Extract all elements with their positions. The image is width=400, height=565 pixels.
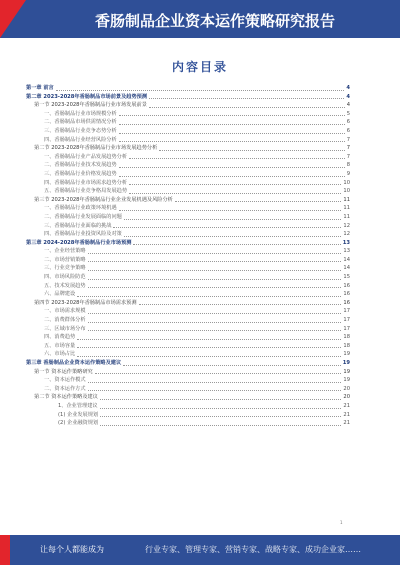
page-number: 1 <box>340 520 343 525</box>
toc-entry-label: 二、香肠制品行业发展面临的问题 <box>44 213 122 220</box>
table-of-contents <box>26 84 350 428</box>
toc-entry-page: 19 <box>343 377 350 384</box>
toc-entry-page: 4 <box>346 102 350 109</box>
footer-red-accent <box>0 535 10 565</box>
toc-entry-page: 11 <box>343 196 350 203</box>
toc-entry[interactable] <box>26 393 350 402</box>
toc-entry-label: 第二章 2023-2028年香肠制品市场前景及趋势预测 <box>26 93 148 100</box>
toc-entry-page: 16 <box>343 282 350 289</box>
toc-entry[interactable] <box>26 307 350 316</box>
toc-entry-page: 11 <box>343 213 350 220</box>
toc-entry[interactable] <box>26 273 350 282</box>
toc-leader-dots <box>88 312 342 314</box>
toc-entry-label: 二、消费群体分析 <box>44 317 86 324</box>
toc-entry[interactable] <box>26 239 350 248</box>
toc-entry[interactable] <box>26 222 350 231</box>
toc-leader-dots <box>88 321 342 323</box>
toc-leader-dots <box>119 132 345 134</box>
toc-leader-dots <box>88 269 342 271</box>
toc-entry-label: 第三章 2024-2028年香肠制品行业市场预测 <box>26 239 132 246</box>
toc-leader-dots <box>88 278 342 280</box>
toc-leader-dots <box>149 106 345 108</box>
toc-entry[interactable] <box>26 230 350 239</box>
toc-entry[interactable] <box>26 213 350 222</box>
toc-entry-label: 三、香肠制品行业价格发展趋势 <box>44 170 117 177</box>
toc-leader-dots <box>56 89 345 91</box>
header-red-accent <box>0 0 26 38</box>
toc-entry-page: 20 <box>343 394 350 401</box>
toc-entry-page: 4 <box>346 85 350 91</box>
toc-leader-dots <box>88 389 342 391</box>
toc-entry[interactable] <box>26 256 350 265</box>
toc-entry-page: 5 <box>346 110 350 117</box>
toc-entry-label: 四、香肠制品行业市场需求趋势分析 <box>44 179 128 186</box>
toc-leader-dots <box>119 175 345 177</box>
report-footer <box>0 535 400 565</box>
toc-entry-page: 20 <box>343 385 350 392</box>
toc-entry-label: 六、品牌建设 <box>44 291 76 298</box>
toc-entry-label: 一、企业经营策略 <box>44 248 86 255</box>
toc-leader-dots <box>100 415 341 417</box>
toc-entry-label: 四、消费趋势 <box>44 334 76 341</box>
toc-leader-dots <box>88 329 342 331</box>
toc-entry-page: 12 <box>343 231 350 238</box>
toc-entry[interactable] <box>26 93 350 102</box>
toc-leader-dots <box>129 192 341 194</box>
toc-entry-label: 二、资本运作方式 <box>44 385 86 392</box>
toc-entry-label: 六、市场占比 <box>44 351 76 358</box>
toc-leader-dots <box>77 346 341 348</box>
toc-leader-dots <box>149 97 344 99</box>
footer-tags: 行业专家、管理专家、营销专家、战略专家、成功企业家…… <box>145 545 361 554</box>
toc-entry-label: 第三节 2023-2028年香肠制品行业企业发展机遇及风险分析 <box>34 196 173 203</box>
toc-entry-label: 一、香肠制品行业产品发展趋势分析 <box>44 153 128 160</box>
toc-entry-page: 13 <box>343 248 350 255</box>
toc-leader-dots <box>88 252 342 254</box>
toc-leader-dots <box>133 243 340 245</box>
toc-entry-page: 6 <box>346 119 350 126</box>
toc-leader-dots <box>159 149 344 151</box>
toc-entry-page: 21 <box>343 402 350 409</box>
toc-entry-page: 7 <box>346 136 350 143</box>
toc-entry[interactable] <box>26 385 350 394</box>
toc-entry-label: 三、香肠制品行业面临的挑战 <box>44 222 112 229</box>
toc-entry[interactable] <box>26 264 350 273</box>
toc-entry-label: 三、香肠制品行业竞争态势分析 <box>44 127 117 134</box>
toc-entry[interactable] <box>26 402 350 411</box>
toc-entry-label: 四、香肠制品行业投资风险及对策 <box>44 231 122 238</box>
report-header <box>0 0 400 38</box>
toc-entry-label: 1、企业管理建议 <box>58 402 98 409</box>
toc-entry-label: 四、市场风险防范 <box>44 274 86 281</box>
toc-entry[interactable] <box>26 290 350 299</box>
toc-entry[interactable] <box>26 411 350 420</box>
toc-entry[interactable] <box>26 333 350 342</box>
toc-entry[interactable] <box>26 376 350 385</box>
toc-entry-page: 7 <box>346 145 350 152</box>
toc-entry-page: 10 <box>343 188 350 195</box>
toc-entry-page: 12 <box>343 222 350 229</box>
toc-entry[interactable] <box>26 187 350 196</box>
toc-entry[interactable] <box>26 101 350 110</box>
toc-entry-page: 15 <box>343 274 350 281</box>
toc-entry[interactable] <box>26 325 350 334</box>
toc-entry-page: 19 <box>343 368 350 375</box>
toc-entry-label: 五、技术发展趋势 <box>44 282 86 289</box>
toc-leader-dots <box>119 114 345 116</box>
toc-entry-label: 二、香肠制品行业技术发展趋势 <box>44 162 117 169</box>
toc-leader-dots <box>175 200 342 202</box>
toc-entry[interactable] <box>26 368 350 377</box>
toc-entry-label: 五、市场容量 <box>44 342 76 349</box>
toc-entry-page: 17 <box>343 317 350 324</box>
toc-entry[interactable] <box>26 144 350 153</box>
toc-entry-page: 8 <box>346 162 350 169</box>
toc-entry-label: 第二节 2023-2028年香肠制品行业市场发展趋势分析 <box>34 145 158 152</box>
toc-leader-dots <box>113 226 341 228</box>
toc-leader-dots <box>139 303 342 305</box>
toc-leader-dots <box>119 140 345 142</box>
toc-entry-page: 21 <box>343 411 350 418</box>
toc-leader-dots <box>88 260 342 262</box>
toc-entry[interactable] <box>26 359 350 368</box>
toc-leader-dots <box>77 295 341 297</box>
toc-entry-label: 一、香肠制品行业市场规模分析 <box>44 110 117 117</box>
toc-entry[interactable] <box>26 179 350 188</box>
toc-entry[interactable] <box>26 350 350 359</box>
toc-entry[interactable] <box>26 316 350 325</box>
toc-entry[interactable] <box>26 84 350 93</box>
toc-leader-dots <box>100 398 341 400</box>
toc-heading: 内容目录 <box>171 60 228 74</box>
toc-entry-label: 第二节 资本运作策略及建议 <box>34 394 98 401</box>
toc-entry-page: 19 <box>343 351 350 358</box>
toc-entry[interactable] <box>26 204 350 213</box>
toc-entry-page: 7 <box>346 153 350 160</box>
toc-entry-label: 五、香肠制品行业竞争格局发展趋势 <box>44 188 128 195</box>
toc-entry-page: 14 <box>343 256 350 263</box>
toc-entry[interactable] <box>26 118 350 127</box>
toc-leader-dots <box>100 407 342 409</box>
toc-entry-page: 14 <box>343 265 350 272</box>
toc-entry-page: 19 <box>342 360 350 366</box>
toc-entry-page: 9 <box>346 170 350 177</box>
toc-entry-page: 11 <box>343 205 350 212</box>
toc-leader-dots <box>129 183 341 185</box>
toc-entry[interactable] <box>26 247 350 256</box>
toc-entry-page: 6 <box>346 127 350 134</box>
toc-leader-dots <box>77 355 341 357</box>
toc-entry-page: 18 <box>343 342 350 349</box>
toc-entry[interactable] <box>26 419 350 428</box>
toc-leader-dots <box>129 157 345 159</box>
toc-entry[interactable] <box>26 170 350 179</box>
toc-entry-label: 第一节 资本运作策略研究 <box>34 368 93 375</box>
toc-leader-dots <box>95 372 342 374</box>
toc-entry[interactable] <box>26 127 350 136</box>
toc-leader-dots <box>77 338 341 340</box>
toc-entry-page: 10 <box>343 179 350 186</box>
toc-entry-label: 第一节 2023-2028年香肠制品行业市场发展前景 <box>34 102 147 109</box>
toc-entry[interactable] <box>26 342 350 351</box>
toc-entry-page: 16 <box>343 291 350 298</box>
toc-leader-dots <box>124 235 342 237</box>
toc-entry[interactable] <box>26 161 350 170</box>
toc-entry-label: 四、香肠制品行业经营风险分析 <box>44 136 117 143</box>
toc-entry-label: 第四节 2023-2028年香肠制品市场需求预测 <box>34 299 137 306</box>
toc-entry-page: 21 <box>343 420 350 427</box>
toc-entry-label: 第三章 香肠制品企业资本运作策略及建议 <box>26 360 122 366</box>
toc-entry-label: 二、香肠制品市场供需情况分析 <box>44 119 117 126</box>
toc-entry-page: 16 <box>343 299 350 306</box>
toc-entry-page: 18 <box>343 334 350 341</box>
toc-entry-label: 二、市场营销策略 <box>44 256 86 263</box>
toc-leader-dots <box>123 364 341 366</box>
toc-entry-label: 一、香肠制品行业政策环境机遇 <box>44 205 117 212</box>
toc-leader-dots <box>124 218 342 220</box>
toc-entry-page: 13 <box>342 239 350 246</box>
toc-entry[interactable] <box>26 153 350 162</box>
toc-entry-label: 一、资本运作模式 <box>44 377 86 384</box>
toc-entry[interactable] <box>26 110 350 119</box>
toc-entry-label: (2) 企业融资规划 <box>58 420 99 427</box>
toc-entry-label: 三、区域市场分布 <box>44 325 86 332</box>
toc-leader-dots <box>119 123 345 125</box>
report-title: 香肠制品企业资本运作策略研究报告 <box>94 12 335 30</box>
toc-entry-label: 三、行业竞争策略 <box>44 265 86 272</box>
toc-entry-label: (1) 企业发展规划 <box>58 411 99 418</box>
toc-leader-dots <box>119 209 342 211</box>
toc-entry-page: 17 <box>343 325 350 332</box>
toc-entry[interactable] <box>26 282 350 291</box>
toc-entry-label: 第一章 前言 <box>26 85 54 91</box>
toc-entry[interactable] <box>26 196 350 205</box>
toc-entry-page: 17 <box>343 308 350 315</box>
toc-leader-dots <box>88 381 342 383</box>
toc-leader-dots <box>119 166 345 168</box>
toc-leader-dots <box>100 424 341 426</box>
toc-entry[interactable] <box>26 299 350 308</box>
toc-leader-dots <box>88 286 342 288</box>
toc-entry-label: 一、市场需求规模 <box>44 308 86 315</box>
toc-entry-page: 4 <box>346 93 350 100</box>
toc-entry[interactable] <box>26 136 350 145</box>
footer-slogan: 让每个人都能成为 <box>40 545 104 554</box>
